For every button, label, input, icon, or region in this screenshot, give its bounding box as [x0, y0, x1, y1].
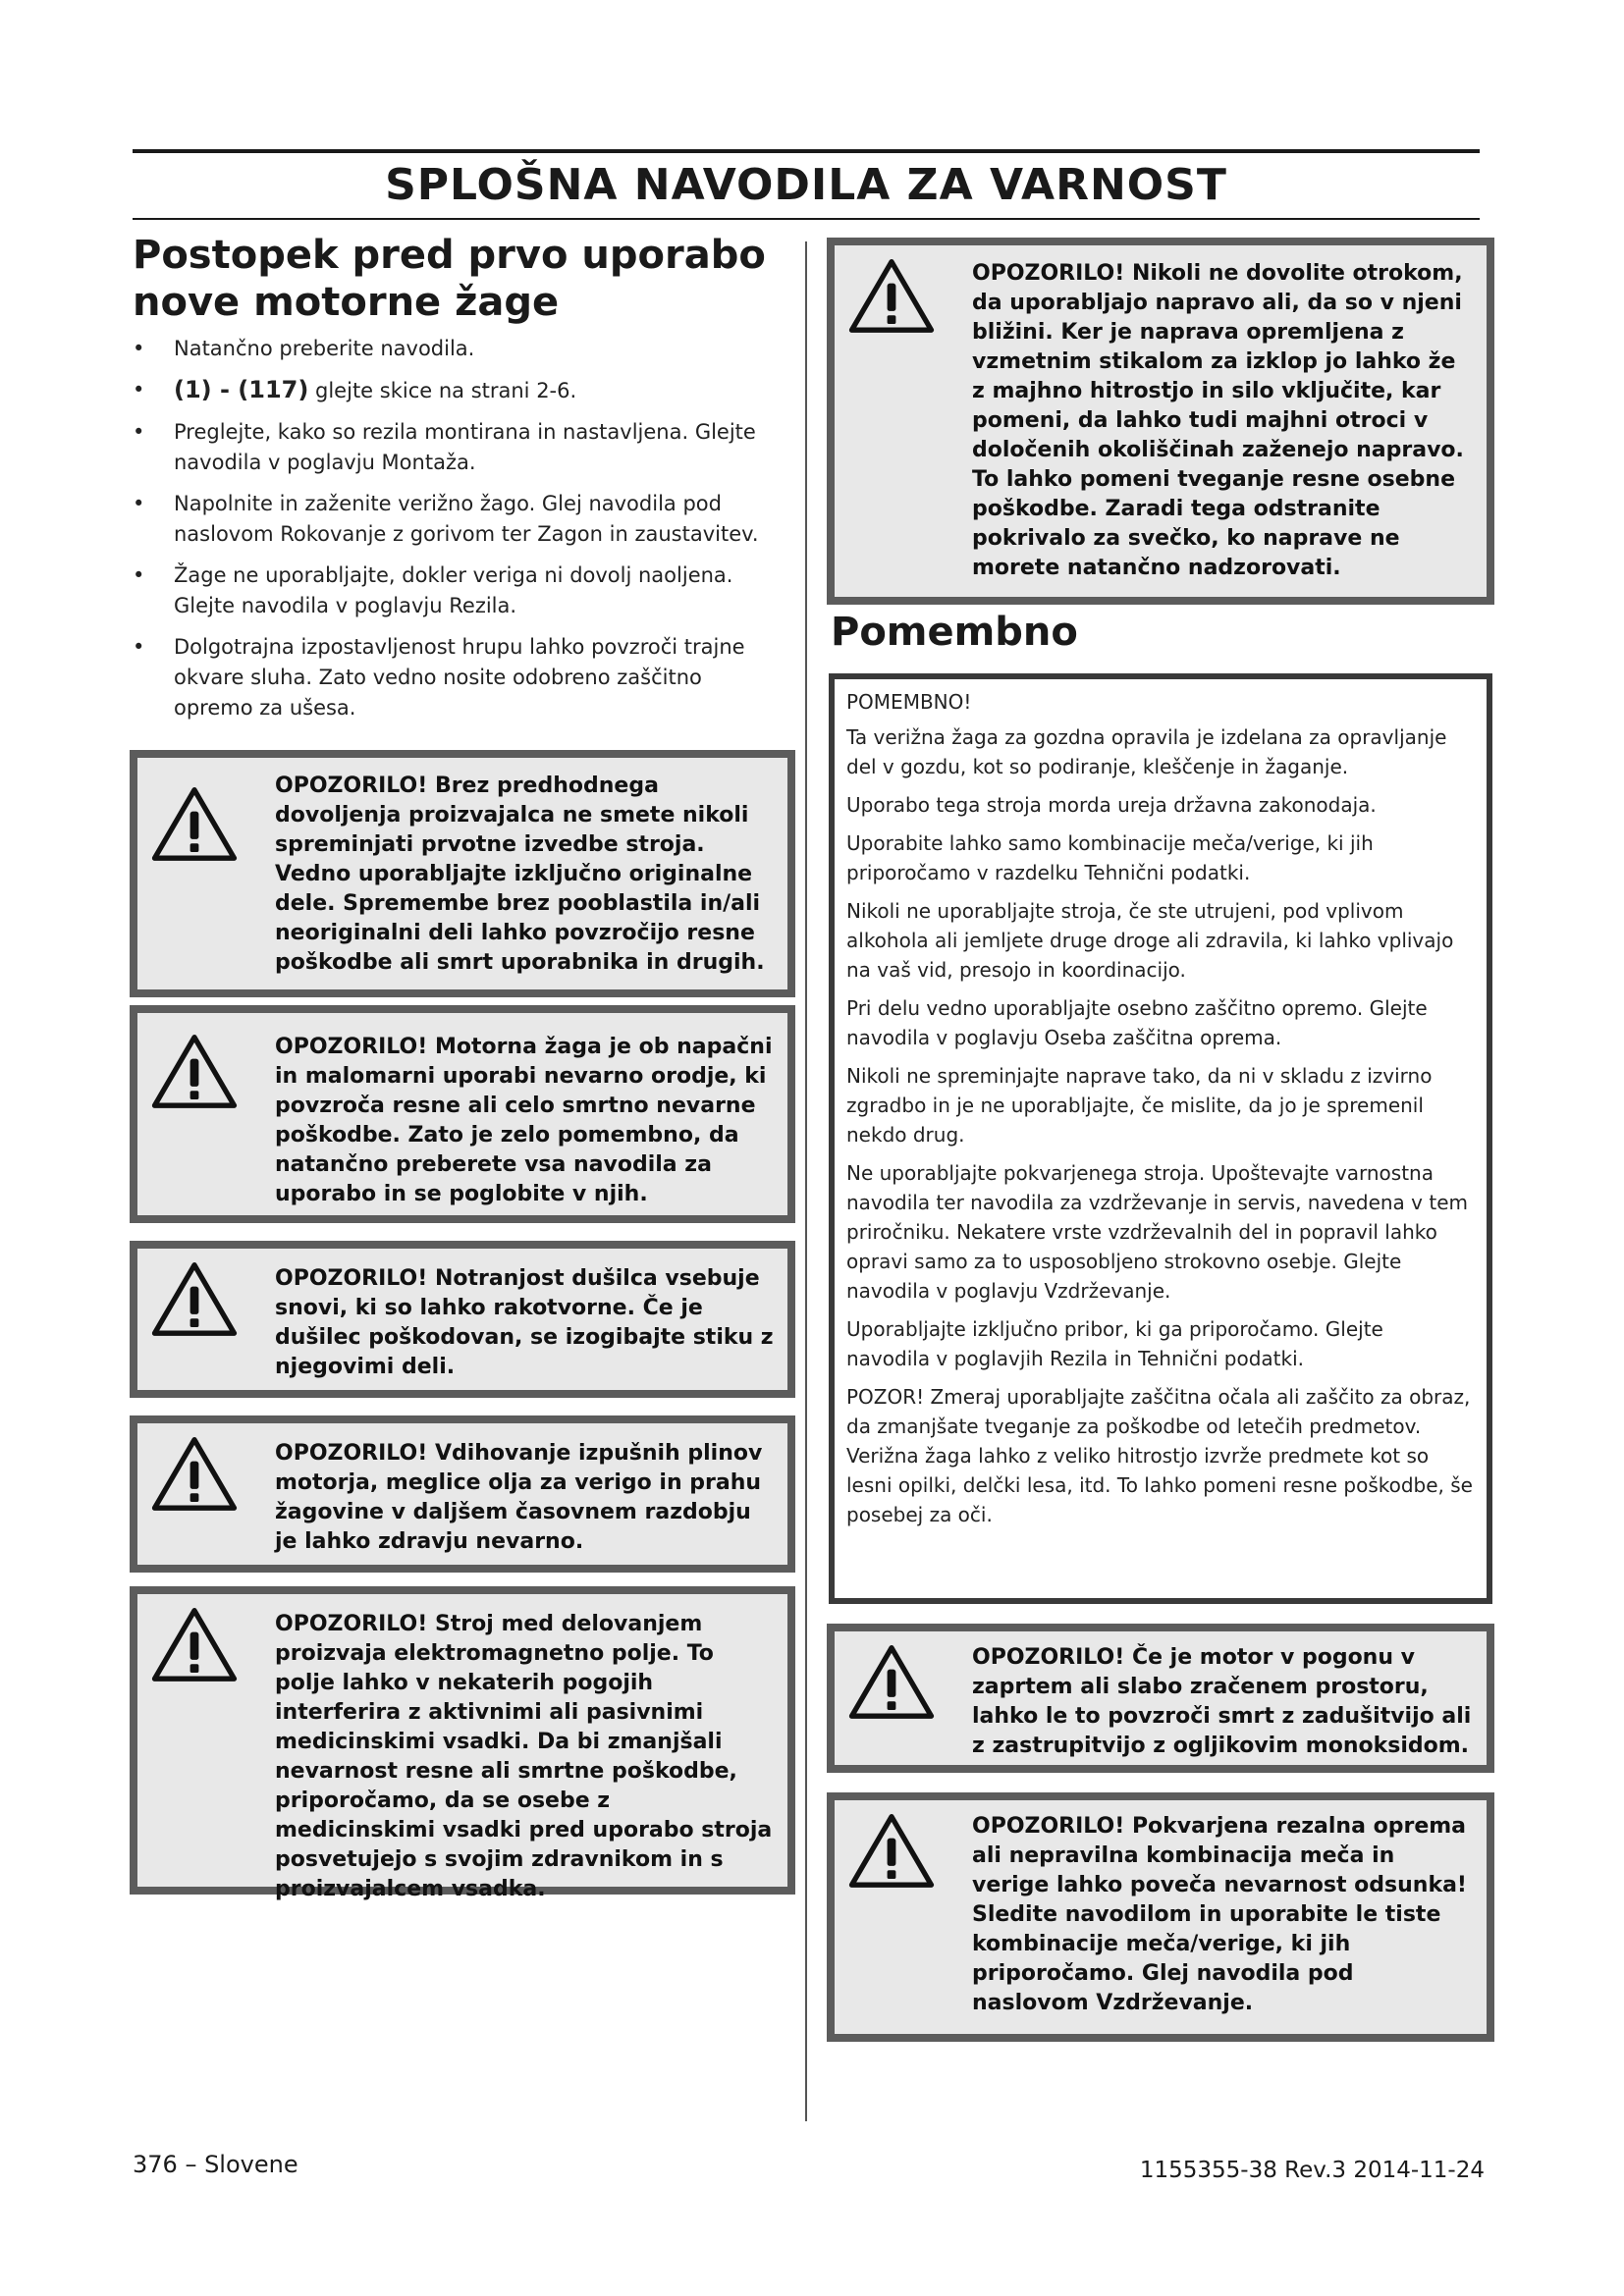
list-item [133, 489, 781, 550]
list-item [133, 632, 781, 723]
warning-text: OPOZORILO! Brez predhodnega dovoljenja proizvajalca ne smete nikoli spreminjati prvotne izvedbe stroja. Vedno uporabljajte izključno originalne dele. Spremembe brez pooblastila in/ali neoriginalni deli lahko povzročijo resne poškodbe ali smrt uporabnika in drugih. [275, 774, 765, 975]
procedure-list [133, 334, 781, 734]
warning-triangle-icon [151, 1033, 238, 1109]
list-item-text: Žage ne uporabljajte, dokler veriga ni dovolj naoljena. Glejte navodila v poglavju Rezila. [174, 563, 733, 617]
list-item-text: Natančno preberite navodila. [174, 337, 475, 360]
warning-box [827, 238, 1494, 605]
list-item-text: Preglejte, kako so rezila montirana in nastavljena. Glejte navodila v poglavju Montaža. [174, 420, 756, 474]
warning-triangle-icon [848, 1643, 935, 1720]
warning-triangle-icon [151, 1260, 238, 1337]
header-rule-top [133, 149, 1480, 153]
warning-box [130, 750, 795, 997]
warning-triangle-icon [151, 785, 238, 862]
list-item-text: glejte skice na strani 2-6. [308, 379, 577, 402]
warning-triangle-icon [848, 1812, 935, 1889]
important-notice-box [829, 673, 1492, 1604]
warning-text: OPOZORILO! Motorna žaga je ob napačni in malomarni uporabi nevarno orodje, ki povzroča resne ali celo smrtno nevarne poškodbe. Zato je zelo pomembno, da natančno preberete vsa navodila za uporabo in se poglobite v njih. [275, 1035, 773, 1206]
left-section-heading: Postopek pred prvo uporabo nove motorne žage [133, 233, 766, 325]
list-item [133, 375, 781, 406]
list-item-text: Napolnite in zaženite verižno žago. Glej navodila pod naslovom Rokovanje z gorivom ter Zagon in zaustavitev. [174, 492, 759, 546]
notice-paragraph: Pri delu vedno uporabljajte osebno zaščitno opremo. Glejte navodila v poglavju Oseba zaščitna oprema. [846, 996, 1428, 1049]
warning-box [827, 1624, 1494, 1773]
warning-text: OPOZORILO! Notranjost dušilca vsebuje snovi, ki so lahko rakotvorne. Če je dušilec poškodovan, se izogibajte stiku z njegovimi deli. [275, 1266, 774, 1379]
warning-text: OPOZORILO! Stroj med delovanjem proizvaja elektromagnetno polje. To polje lahko v nekaterih pogojih interferira z aktivnimi ali pasivnimi medicinskimi vsadki. Da bi zmanjšali nevarnost resne ali smrtne poškodbe, priporočamo, da se osebe z medicinskimi vsadki pred uporabo stroja posvetujejo s svojim zdravnikom in s proizvajalcem vsadka. [275, 1612, 773, 1901]
header-rule-bottom [133, 218, 1480, 220]
notice-paragraph: Ta verižna žaga za gozdna opravila je izdelana za opravljanje del v gozdu, kot so podiranje, kleščenje in žaganje. [846, 725, 1447, 778]
warning-text: OPOZORILO! Nikoli ne dovolite otrokom, da uporabljajo napravo ali, da so v njeni bližini. Ker je naprava opremljena z vzmetnim stikalom za izklop jo lahko že z majhno hitrostjo in silo vključite, kar pomeni, da lahko tudi majhni otroci v določenih okoliščinah zaženejo napravo. To lahko pomeni tveganje resne osebne poškodbe. Zaradi tega odstranite pokrivalo za svečko, ko naprave ne morete natančno nadzorovati. [972, 261, 1464, 580]
figure-reference: (1) - (117) [174, 376, 309, 403]
warning-box [130, 1241, 795, 1398]
warning-box [130, 1005, 795, 1223]
list-item [133, 417, 781, 478]
right-section-heading: Pomembno [831, 610, 1078, 655]
notice-title: POMEMBNO! [846, 690, 972, 714]
document-revision: 1155355-38 Rev.3 2014-11-24 [1139, 2158, 1485, 2183]
warning-triangle-icon [848, 257, 935, 334]
list-item [133, 561, 781, 621]
warning-triangle-icon [151, 1606, 238, 1682]
warning-box [827, 1792, 1494, 2042]
warning-text: OPOZORILO! Če je motor v pogonu v zaprtem ali slabo zračenem prostoru, lahko le to povzroči smrt z zadušitvijo ali z zastrupitvijo z ogljikovim monoksidom. [972, 1645, 1472, 1758]
warning-box [130, 1415, 795, 1573]
page-number: 376 – Slovene [133, 2151, 298, 2178]
notice-paragraph: POZOR! Zmeraj uporabljajte zaščitna očala ali zaščito za obraz, da zmanjšate tveganje za poškodbe od letečih predmetov. Verižna žaga lahko z veliko hitrostjo izvrže predmete kot so lesni opilki, delčki lesa, itd. To lahko pomeni resne poškodbe, še posebej za oči. [846, 1385, 1473, 1526]
notice-paragraph: Nikoli ne spreminjajte naprave tako, da ni v skladu z izvirno zgradbo in je ne uporabljajte, če mislite, da jo je spremenil nekdo drug. [846, 1064, 1433, 1147]
notice-paragraph: Uporabo tega stroja morda ureja državna zakonodaja. [846, 793, 1377, 817]
list-item [133, 334, 781, 364]
notice-paragraph: Uporabite lahko samo kombinacije meča/verige, ki jih priporočamo v razdelku Tehnični podatki. [846, 831, 1374, 884]
notice-paragraph: Nikoli ne uporabljajte stroja, če ste utrujeni, pod vplivom alkohola ali jemljete druge droge ali zdravila, ki lahko vplivajo na vaš vid, presojo in koordinacijo. [846, 899, 1454, 982]
notice-paragraph: Ne uporabljajte pokvarjenega stroja. Upoštevajte varnostna navodila ter navodila za vzdrževanje in servis, navedena v tem priročniku. Nekatere vrste vzdrževalnih del in popravil lahko opravi samo za to usposobljeno strokovno osebje. Glejte navodila v poglavju Vzdrževanje. [846, 1161, 1468, 1303]
notice-paragraph: Uporabljajte izključno pribor, ki ga priporočamo. Glejte navodila v poglavjih Rezila in Tehnični podatki. [846, 1317, 1383, 1370]
warning-text: OPOZORILO! Pokvarjena rezalna oprema ali nepravilna kombinacija meča in verige lahko poveča nevarnost odsunka! Sledite navodilom in uporabite le tiste kombinacije meča/verige, ki jih priporočamo. Glej navodila pod naslovom Vzdrževanje. [972, 1814, 1467, 2015]
column-divider [805, 241, 807, 2121]
warning-text: OPOZORILO! Vdihovanje izpušnih plinov motorja, meglice olja za verigo in prahu žagovine v daljšem časovnem razdobju je lahko zdravju nevarno. [275, 1441, 763, 1554]
list-item-text: Dolgotrajna izpostavljenost hrupu lahko povzroči trajne okvare sluha. Zato vedno nosite odobreno zaščitno opremo za ušesa. [174, 635, 745, 720]
warning-box [130, 1586, 795, 1901]
warning-triangle-icon [151, 1435, 238, 1512]
page-title: SPLOŠNA NAVODILA ZA VARNOST [385, 160, 1227, 210]
